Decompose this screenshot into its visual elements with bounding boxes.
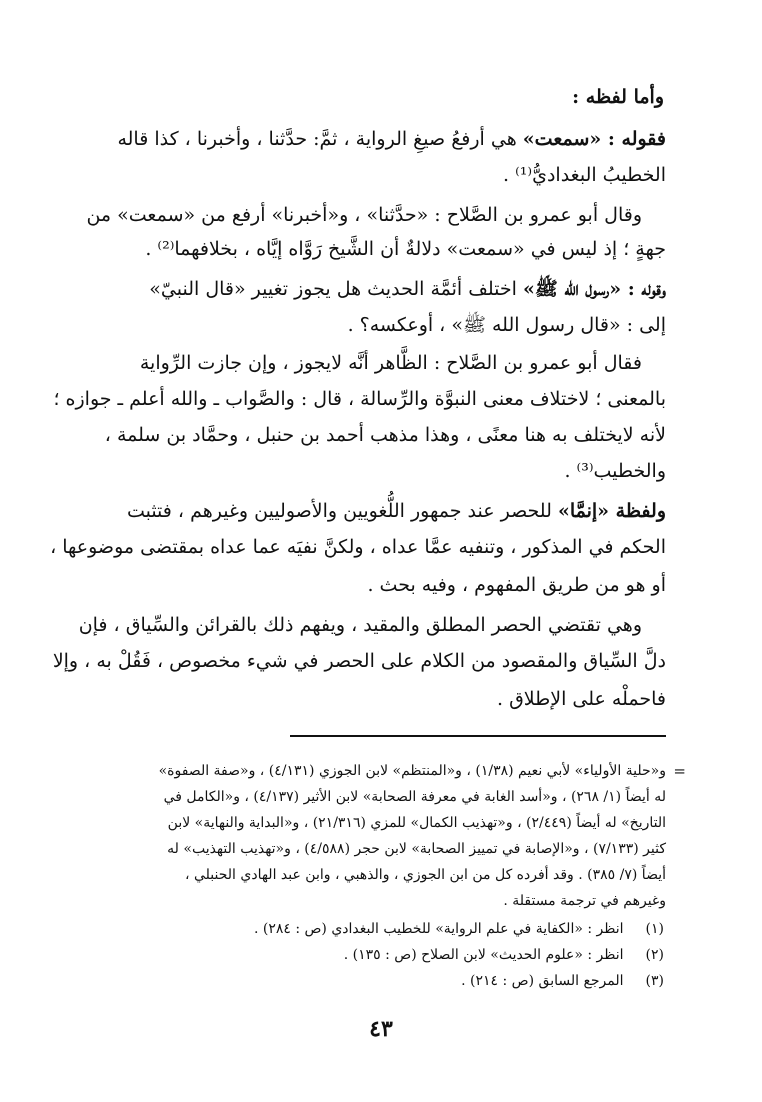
lead-term: فقوله : «سمعت» (522, 128, 666, 150)
footnote-line: وغيرهم في ترجمة مستقلة . (503, 893, 666, 909)
page-number: ٤٣ (369, 1016, 393, 1042)
footnote-item (461, 970, 664, 992)
text-line: فقال أبو عمرو بن الصَّلاح : الظَّاهر أنَّه لايجوز ، وإن جازت الرِّواية (139, 352, 642, 374)
text-line (127, 496, 666, 526)
text-line: لأنه لايختلف به هنا معنًى ، وهذا مذهب أحمد بن حنبل ، وحمَّاد بن سلمة ، (104, 424, 666, 446)
text-line: الحكم في المذكور ، وتنفيه عمَّا عداه ، ولكنَّ نفيَه عما عداه بمقتضى موضوعها ، (50, 536, 666, 558)
footnote-number: (١) (645, 921, 664, 937)
text-line (117, 124, 666, 154)
footnote-number: (٣) (645, 973, 664, 989)
text-line: الخطيبُ البغداديُّ⁽¹⁾ . (503, 164, 666, 186)
footnote-item (344, 944, 664, 966)
text-line (149, 274, 666, 304)
text-span: هي أرفعُ صيغِ الرواية ، ثمَّ: حدَّثنا ، وأخبرنا ، كذا قاله (117, 128, 517, 150)
footnote-item (254, 918, 664, 940)
text-line: بالمعنى ؛ لاختلاف معنى النبوَّة والرِّسالة ، قال : والصَّواب ـ والله أعلم ـ جوازه ؛ (53, 388, 666, 410)
text-line: جهةٍ ؛ إذ ليس في «سمعت» دلالةٌ أن الشَّيخ رَوَّاه إيَّاه ، بخلافهما⁽²⁾ . (145, 238, 666, 260)
footnote-number: (٢) (645, 947, 664, 963)
text-line: وهي تقتضي الحصر المطلق والمقيد ، ويفهم ذلك بالقرائن والسِّياق ، فإن (78, 614, 642, 636)
text-line: فاحملْه على الإطلاق . (496, 688, 666, 710)
text-line: إلى : «قال رسول الله ﷺ» ، أوعكسه؟ . (347, 314, 666, 336)
footnote-line: له أيضاً (١/ ٢٦٨) ، و«أسد الغابة في معرفة الصحابة» لابن الأثير (٤/١٣٧) ، و«الكامل في (163, 789, 666, 805)
text-line: أو هو من طريق المفهوم ، وفيه بحث . (367, 574, 666, 596)
footnote-line: و«حلية الأولياء» لأبي نعيم (١/٣٨) ، و«المنتظم» لابن الجوزي (٤/١٣١) ، و«صفة الصفوة» (158, 763, 666, 779)
text-span: للحصر عند جمهور اللُّغويين والأصوليين وغيرهم ، فتثبت (126, 500, 552, 522)
footnote-line: التاريخ» له أيضاً (٢/٤٤٩) ، و«تهذيب الكمال» للمزي (٢١/٣١٦) ، و«البداية والنهاية» لابن (167, 815, 666, 831)
footnote-line: أيضاً (٧/ ٣٨٥) . وقد أفرده كل من ابن الجوزي ، والذهبي ، وابن عبد الهادي الحنبلي ، (185, 867, 666, 883)
footnote-line: كثير (٧/١٣٣) ، و«الإصابة في تمييز الصحابة» لابن حجر (٤/٥٨٨) ، و«تهذيب التهذيب» له (167, 841, 666, 857)
footnote-text: انظر : «علوم الحديث» لابن الصلاح (ص : ١٣٥) . (343, 947, 624, 963)
footnote-divider (290, 735, 666, 737)
text-line: دلَّ السِّياق والمقصود من الكلام على الحصر في شيء مخصوص ، فَقُلْ به ، وإلا (52, 650, 666, 672)
text-span: اختلف أئمَّة الحديث هل يجوز تغيير «قال النبيّ» (149, 278, 517, 300)
text-line: والخطيب⁽³⁾ . (564, 460, 666, 482)
footnote-text: انظر : «الكفاية في علم الرواية» للخطيب البغدادي (ص : ٢٨٤) . (253, 921, 624, 937)
text-line: وقال أبو عمرو بن الصَّلاح : «حدَّثنا» ، و«أخبرنا» أرفع من «سمعت» من (86, 204, 642, 226)
continuation-marker: = (673, 762, 686, 780)
lead-term: ولفظة «إنمَّا» (557, 500, 666, 522)
footnote-text: المرجع السابق (ص : ٢١٤) . (461, 973, 624, 989)
section-heading: وأما لفظه : (572, 86, 664, 108)
lead-term: وقوله : «رسول الله ﷺ» (522, 278, 666, 300)
